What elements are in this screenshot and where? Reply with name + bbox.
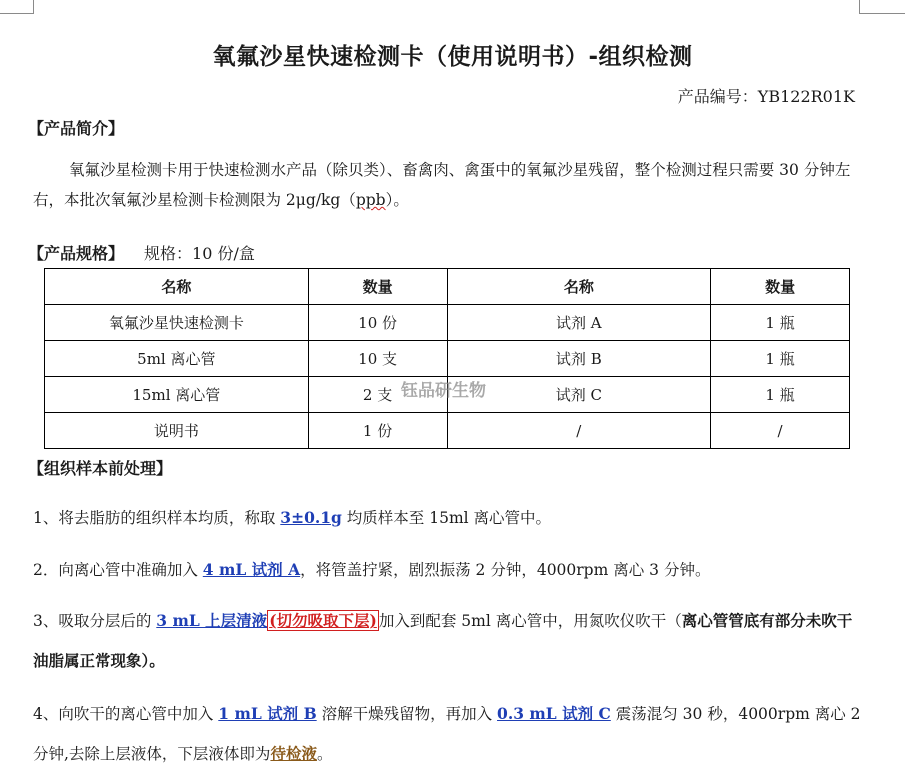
step-2-text-c: ，将管盖拧紧，剧烈振荡 2 分钟，4000rpm 离心 3 分钟。 (300, 561, 711, 579)
table-header: 数量 (308, 269, 447, 305)
table-cell: 1 瓶 (711, 305, 850, 341)
table-row (45, 341, 850, 377)
step-3-warning: (切勿吸取下层) (269, 611, 377, 630)
table-row (45, 413, 850, 449)
spec-note: 规格：10 份/盒 (144, 244, 255, 263)
crop-mark-right (859, 0, 860, 14)
step-2-highlight: 4 mL 试剂 A (202, 560, 301, 579)
intro-paragraph (33, 155, 865, 215)
step-4-text-c: 溶解干燥残留物，再加入 (316, 705, 498, 723)
table-cell: 1 份 (308, 413, 447, 449)
step-3-text-a: 3、吸取分层后的 (33, 612, 157, 630)
table-cell: 试剂 C (447, 377, 711, 413)
step-4-text-g: 。 (316, 745, 333, 763)
table-cell: 氧氟沙星快速检测卡 (45, 305, 309, 341)
table-cell: / (711, 413, 850, 449)
table-cell: 5ml 离心管 (45, 341, 309, 377)
table-cell: 15ml 离心管 (45, 377, 309, 413)
step-1-text-c: 均质样本至 15ml 离心管中。 (341, 509, 552, 527)
step-3-highlight: 3 mL 上层清液 (156, 611, 268, 630)
prep-heading: 【组织样本前处理】 (28, 459, 173, 478)
table-row (45, 305, 850, 341)
step-2 (33, 550, 865, 590)
table-cell: 1 瓶 (711, 341, 850, 377)
table-header: 名称 (447, 269, 711, 305)
table-cell: 说明书 (45, 413, 309, 449)
table-cell: / (447, 413, 711, 449)
table-cell: 试剂 A (447, 305, 711, 341)
step-1 (33, 498, 865, 538)
crop-mark-left (33, 0, 34, 14)
intro-text-ppb: ppb (355, 191, 386, 209)
spec-heading: 【产品规格】 (28, 244, 125, 263)
spec-heading-line (28, 241, 255, 264)
step-3 (33, 601, 865, 681)
step-4-highlight-b: 1 mL 试剂 B (218, 704, 317, 723)
intro-text-a: 氧氟沙星检测卡用于快速检测水产品（除贝类）、畜禽肉、禽蛋中的氧氟沙星残留，整个检测过程只需要 30 分钟左右，本批次氧氟沙星检测卡检测限为 2μg/kg（ (33, 161, 851, 209)
watermark-logo: 钰品研生物 (401, 381, 486, 401)
step-1-text-a: 1、将去脂肪的组织样本均质，称取 (33, 509, 281, 527)
table-header: 数量 (711, 269, 850, 305)
table-cell: 试剂 B (447, 341, 711, 377)
crop-mark-left-h (0, 13, 34, 14)
table-header: 名称 (45, 269, 309, 305)
step-3-text-d: 加入到配套 5ml 离心管中，用氮吹仪吹干（ (378, 612, 682, 630)
document-title: 氧氟沙星快速检测卡（使用说明书）-组织检测 (212, 44, 693, 70)
table-cell: 10 支 (308, 341, 447, 377)
crop-mark-right-h (859, 13, 905, 14)
intro-text-b: ）。 (385, 191, 409, 209)
step-2-text-a: 2．向离心管中准确加入 (33, 561, 203, 579)
step-4-text-a: 4、向吹干的离心管中加入 (33, 705, 219, 723)
step-4-highlight-c: 0.3 mL 试剂 C (497, 704, 611, 723)
step-1-highlight: 3±0.1g (280, 508, 342, 527)
table-header-row (45, 269, 850, 305)
table-cell: 10 份 (308, 305, 447, 341)
step-4-result: 待检液 (270, 744, 317, 763)
product-code: 产品编号：YB122R01K (677, 87, 855, 106)
step-4 (33, 694, 865, 774)
table-cell: 2 支 (308, 377, 447, 413)
table-cell: 1 瓶 (711, 377, 850, 413)
step-3-note: 离心管管底有部分未吹干油脂属正常现象）。 (33, 611, 853, 670)
spec-table (44, 268, 850, 449)
intro-heading: 【产品简介】 (28, 119, 125, 138)
step-4-text-e: 震荡混匀 30 秒，4000rpm 离心 2 分钟,去除上层液体，下层液体即为 (33, 705, 861, 763)
